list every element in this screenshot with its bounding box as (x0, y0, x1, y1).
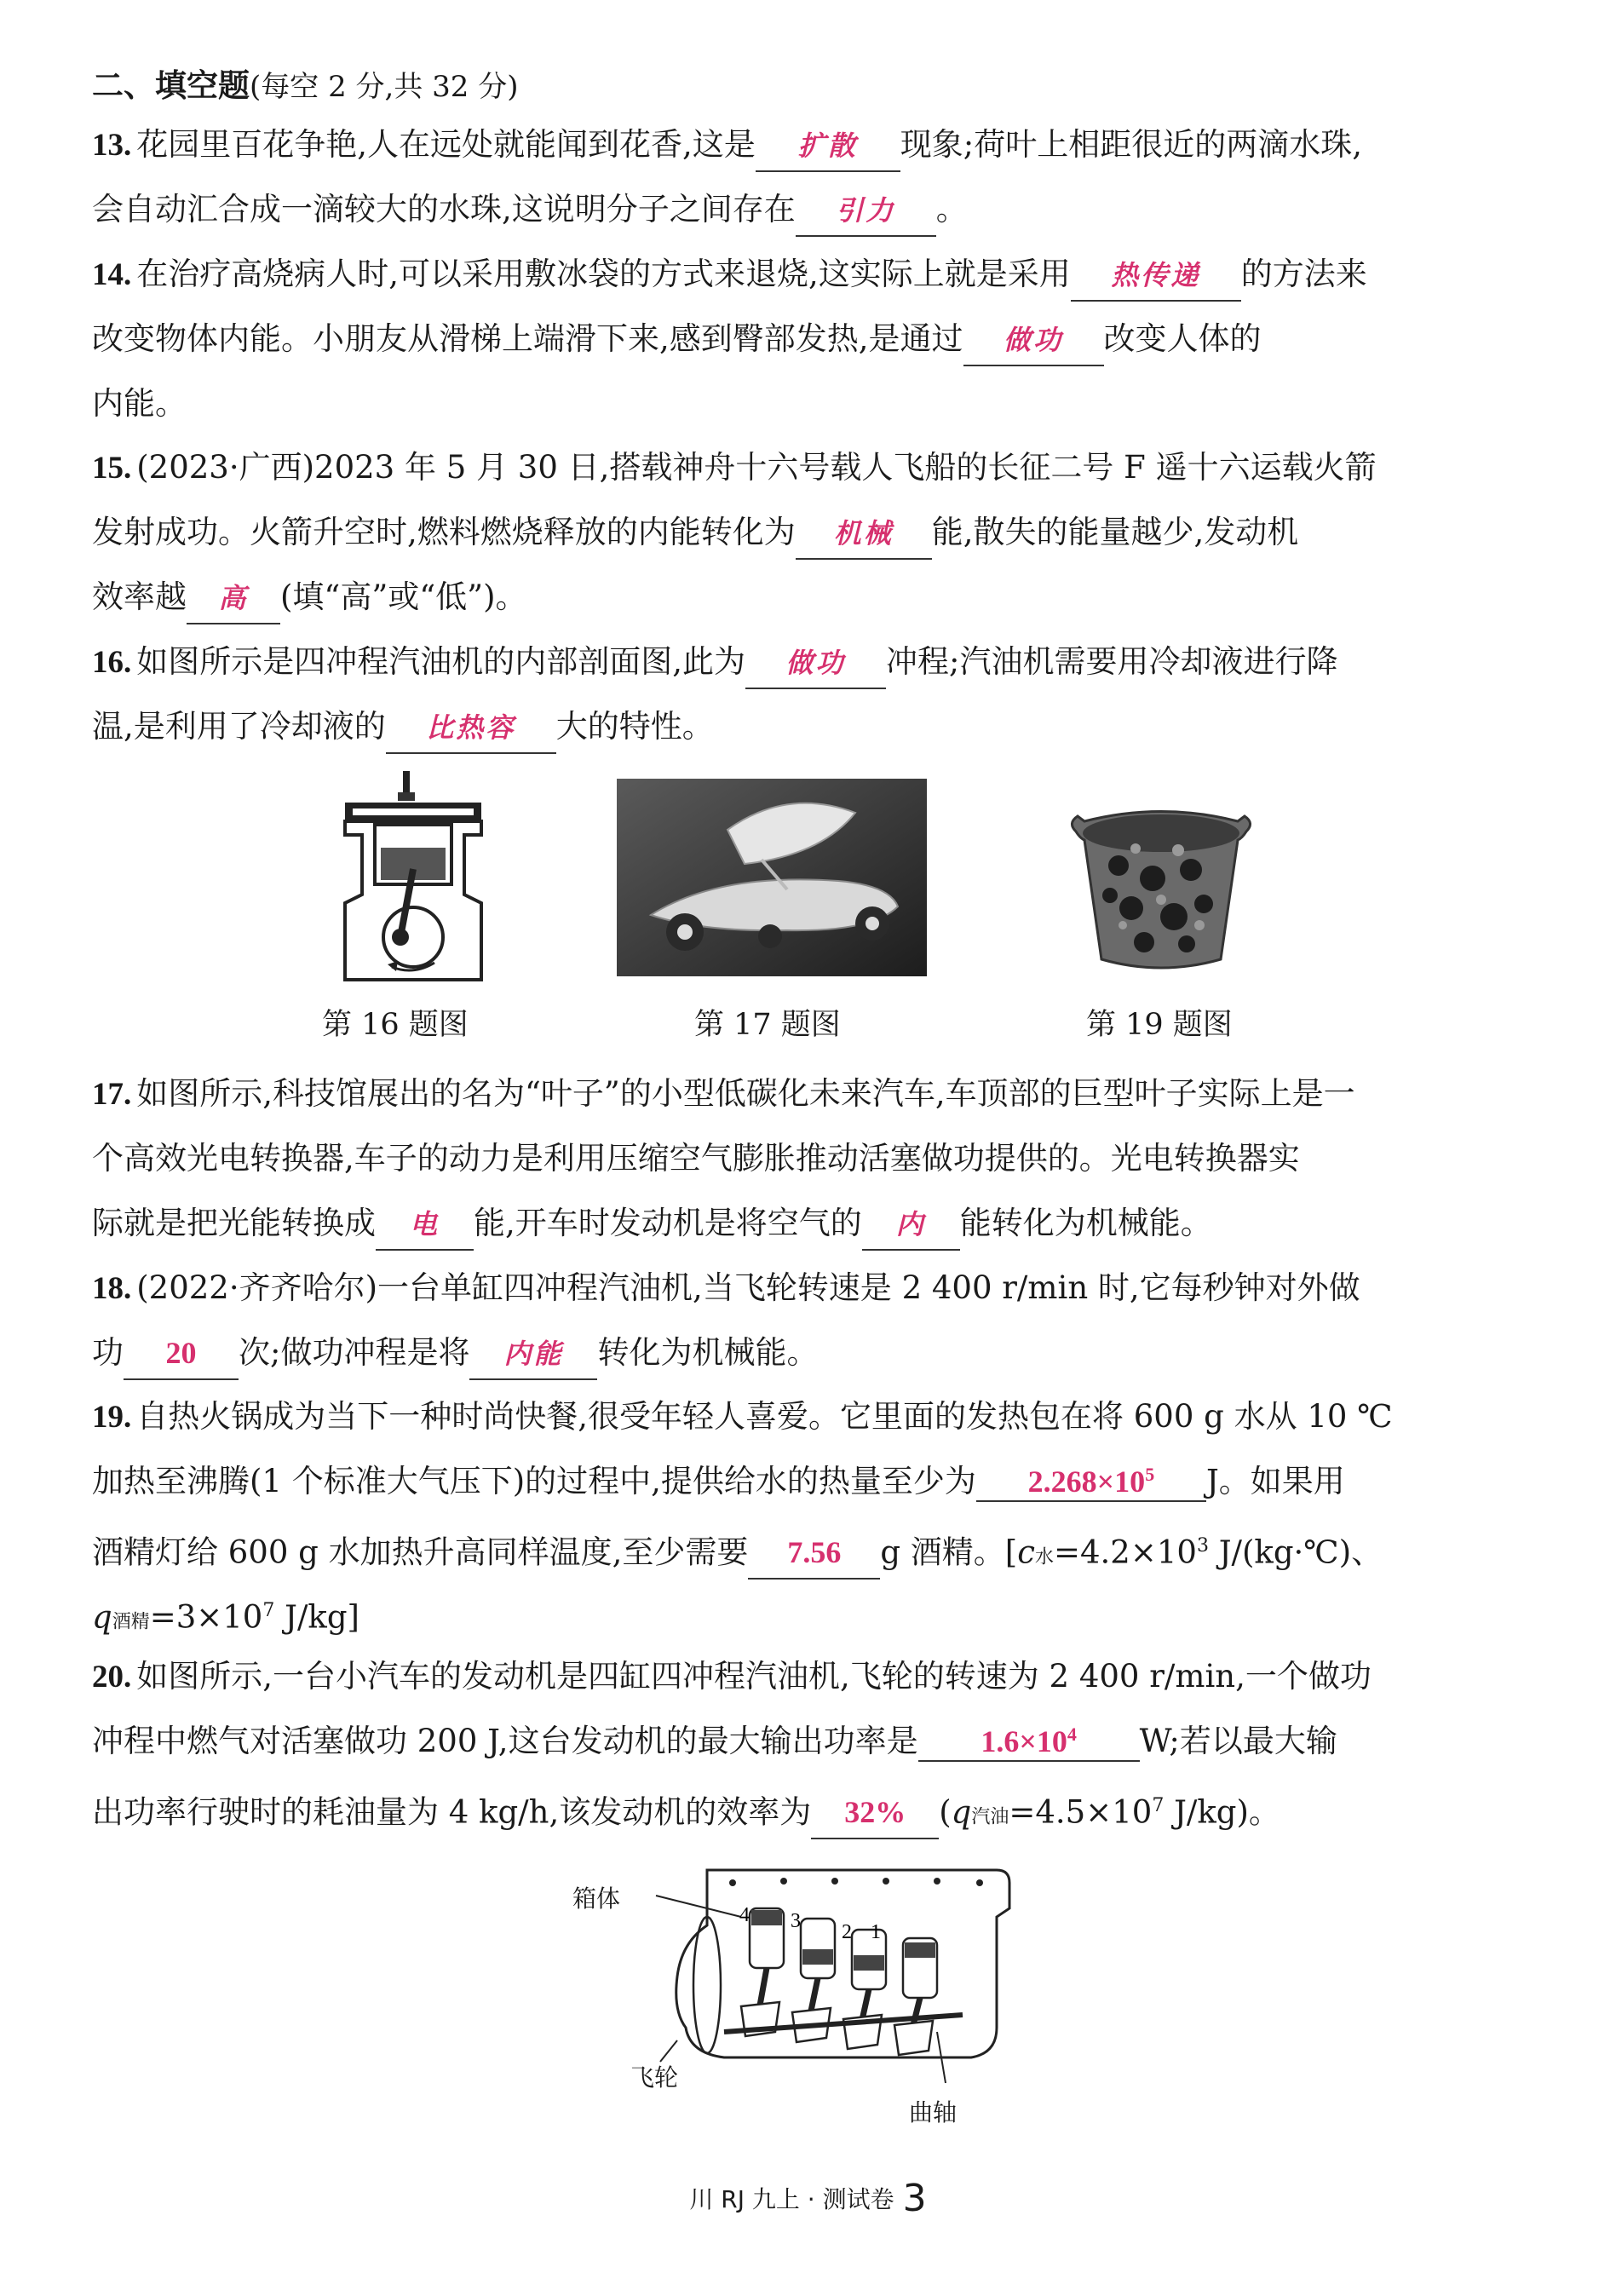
symbol-q: q (951, 1793, 972, 1831)
question-number: 14. (92, 257, 132, 292)
answer-text: 机械 (833, 517, 894, 550)
answer-blank[interactable] (376, 1201, 474, 1251)
answer-exponent: 5 (1145, 1464, 1155, 1485)
question-17 (92, 1062, 1523, 1256)
question-text: 个高效光电转换器,车子的动力是利用压缩空气膨胀推动活塞做功提供的。光电转换器实 (92, 1140, 1300, 1177)
answer-text: 做功 (1004, 324, 1064, 356)
question-text: (2023·广西)2023 年 5 月 30 日,搭载神舟十六号载人飞船的长征二号 F 遥十六运载火箭 (136, 449, 1377, 486)
symbol-subscript: 酒精 (112, 1611, 150, 1633)
question-text: 如图所示,一台小汽车的发动机是四缸四冲程汽油机,飞轮的转速为 2 400 r/min,一个做功 (136, 1658, 1372, 1695)
cylinder-number: 3 (791, 1910, 801, 1932)
answer-blank[interactable] (745, 640, 886, 689)
question-text: 加热至沸腾(1 个标准大气压下)的过程中,提供给水的热量至少为 (92, 1463, 976, 1499)
question-text: 如图所示,科技馆展出的名为“叶子”的小型低碳化未来汽车,车顶部的巨型叶子实际上是一 (136, 1075, 1355, 1112)
answer-text: 比热容 (426, 711, 516, 744)
crankshaft-label: 曲轴 (909, 2098, 958, 2126)
four-cylinder-engine-diagram (622, 1857, 1022, 2113)
question-text: g 酒精。[ (880, 1534, 1018, 1571)
question-20 (92, 1644, 1523, 1839)
answer-blank[interactable] (469, 1331, 597, 1380)
answer-blank[interactable] (796, 187, 936, 237)
question-text: 改变人体的 (1103, 320, 1262, 357)
question-text: 改变物体内能。小朋友从滑梯上端滑下来,感到臀部发热,是通过 (92, 320, 963, 357)
question-text: 发射成功。火箭升空时,燃料燃烧释放的内能转化为 (92, 514, 796, 550)
question-text: (填“高”或“低”)。 (280, 578, 527, 615)
four-stroke-engine-cross-section-figure (336, 767, 490, 988)
question-14 (92, 242, 1523, 436)
page-footer (0, 2177, 1616, 2220)
question-18 (92, 1256, 1523, 1385)
answer-text: 电 (409, 1208, 440, 1240)
question-text: 温,是利用了冷却液的 (92, 708, 386, 745)
answer-text: 32% (844, 1795, 906, 1830)
question-text: W;若以最大输 (1139, 1723, 1337, 1759)
question-number: 20. (92, 1660, 132, 1695)
section-heading: 二、填空题 (92, 67, 250, 104)
section-title (92, 60, 518, 106)
question-text: 在治疗高烧病人时,可以采用敷冰袋的方式来退烧,这实际上就是采用 (136, 256, 1071, 292)
question-text: 花园里百花争艳,人在远处就能闻到花香,这是 (136, 126, 756, 163)
cylinder-number: 4 (739, 1904, 750, 1926)
question-text: =4.2×10 (1054, 1534, 1197, 1571)
answer-base: 2.268×10 (1027, 1464, 1146, 1499)
answer-blank[interactable] (124, 1331, 239, 1380)
answer-text (1028, 1464, 1155, 1499)
question-number: 13. (92, 128, 132, 163)
answer-exponent: 4 (1067, 1723, 1077, 1745)
answer-blank[interactable] (748, 1530, 880, 1580)
question-text: 内能。 (92, 385, 187, 422)
answer-blank[interactable] (862, 1201, 960, 1251)
engine-box-label: 箱体 (572, 1885, 621, 1913)
question-number: 17. (92, 1077, 132, 1112)
answer-text: 做功 (785, 647, 846, 679)
question-text: ( (939, 1793, 952, 1831)
footer-text: 川 RJ 九上 · 测试卷 (689, 2185, 894, 2213)
answer-blank[interactable] (963, 317, 1104, 366)
question-text: (2022·齐齐哈尔)一台单缸四冲程汽油机,当飞轮转速是 2 400 r/min 时,它每秒钟对外做 (136, 1269, 1360, 1306)
question-13 (92, 112, 1523, 242)
answer-text: 20 (165, 1336, 197, 1370)
question-text: J/(kg·℃)、 (1208, 1534, 1383, 1571)
question-text: 转化为机械能。 (597, 1334, 819, 1371)
question-text: 出功率行驶时的耗油量为 4 kg/h,该发动机的效率为 (92, 1793, 812, 1831)
question-text: =4.5×10 (1009, 1793, 1153, 1831)
question-number: 18. (92, 1271, 132, 1306)
page-number: 3 (902, 2177, 927, 2220)
flywheel-label: 飞轮 (630, 2063, 679, 2092)
answer-text: 热传递 (1111, 259, 1201, 291)
question-text: J。如果用 (1205, 1463, 1345, 1499)
symbol-subscript: 汽油 (971, 1806, 1009, 1828)
answer-text: 引力 (836, 194, 896, 227)
answer-blank[interactable] (386, 705, 556, 754)
answer-text (981, 1724, 1077, 1758)
leaf-car-photo-figure (617, 779, 927, 976)
figure-17-caption: 第 17 题图 (694, 1008, 841, 1042)
answer-text: 7.56 (787, 1535, 842, 1570)
figure-19-caption: 第 19 题图 (1086, 1008, 1233, 1042)
question-text: 的方法来 (1240, 256, 1367, 292)
cylinder-number: 2 (842, 1921, 852, 1943)
answer-blank[interactable] (811, 1790, 939, 1839)
question-text: 冲程;汽油机需要用冷却液进行降 (886, 643, 1338, 680)
symbol-c: c (1017, 1534, 1035, 1571)
answer-text: 扩散 (797, 129, 858, 162)
question-text: 能,开车时发动机是将空气的 (474, 1205, 862, 1241)
self-heating-hotpot-figure (1059, 797, 1263, 978)
symbol-q: q (92, 1598, 112, 1636)
question-text: 。 (935, 191, 968, 227)
question-text: 际就是把光能转换成 (92, 1205, 376, 1241)
question-15 (92, 435, 1523, 630)
answer-blank[interactable] (1071, 252, 1241, 302)
question-text: 如图所示是四冲程汽油机的内部剖面图,此为 (136, 643, 746, 680)
question-number: 16. (92, 645, 132, 680)
figure-16-caption: 第 16 题图 (322, 1008, 469, 1042)
question-text: 现象;荷叶上相距很近的两滴水珠, (900, 126, 1363, 163)
question-number: 15. (92, 451, 132, 486)
question-text: 能转化为机械能。 (959, 1205, 1212, 1241)
answer-base: 1.6×10 (981, 1724, 1067, 1758)
question-text: 酒精灯给 600 g 水加热升高同样温度,至少需要 (92, 1534, 749, 1571)
question-number: 19. (92, 1400, 132, 1435)
question-text: 会自动汇合成一滴较大的水珠,这说明分子之间存在 (92, 191, 796, 227)
exponent: 7 (1152, 1795, 1165, 1816)
question-text: 自热火锅成为当下一种时尚快餐,很受年轻人喜爱。它里面的发热包在将 600 g 水从 10 ℃ (136, 1398, 1393, 1435)
answer-text: 内能 (503, 1338, 564, 1370)
answer-blank[interactable] (756, 123, 900, 172)
question-text: =3×10 (149, 1598, 263, 1636)
question-text: 冲程中燃气对活塞做功 200 J,这台发动机的最大输出功率是 (92, 1723, 918, 1759)
cylinder-number: 1 (871, 1921, 881, 1943)
answer-blank[interactable] (976, 1453, 1206, 1502)
question-text: J/kg] (274, 1598, 359, 1636)
section-scoring: (每空 2 分,共 32 分) (250, 70, 519, 104)
answer-blank[interactable] (796, 510, 932, 560)
question-text: 能,散失的能量越少,发动机 (931, 514, 1299, 550)
answer-text: 高 (218, 582, 249, 614)
question-text: 大的特性。 (555, 708, 714, 745)
question-text: 功 (92, 1334, 124, 1371)
answer-text: 内 (895, 1208, 926, 1240)
question-16 (92, 630, 1523, 759)
exponent: 3 (1196, 1535, 1209, 1557)
question-text: 次;做功冲程是将 (239, 1334, 470, 1371)
question-19 (92, 1384, 1523, 1643)
question-text: 效率越 (92, 578, 187, 615)
symbol-subscript: 水 (1034, 1546, 1054, 1568)
exponent: 7 (262, 1600, 275, 1621)
answer-blank[interactable] (918, 1712, 1140, 1762)
question-text: J/kg)。 (1164, 1793, 1280, 1831)
answer-blank[interactable] (187, 575, 280, 624)
